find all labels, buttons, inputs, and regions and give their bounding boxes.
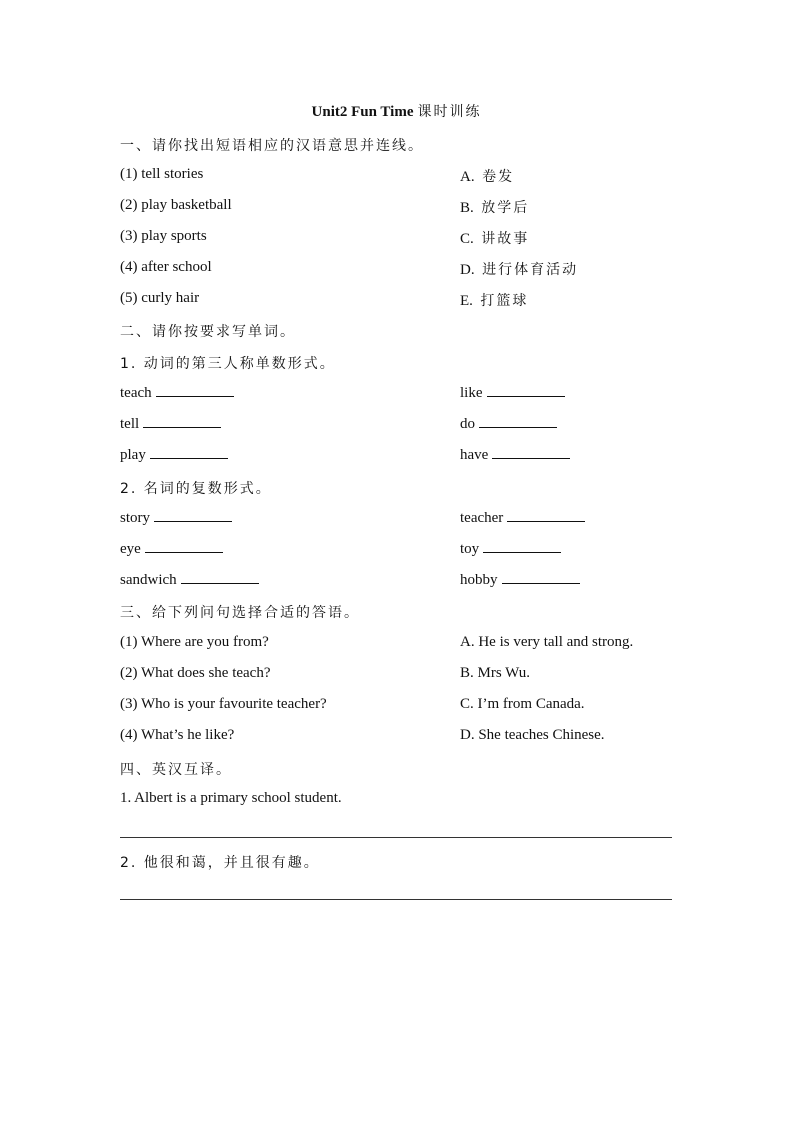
s1-option-b — [460, 197, 529, 217]
fill-blank[interactable] — [487, 384, 565, 397]
noun-item — [460, 540, 561, 558]
question-1: (1) Where are you from? — [120, 634, 269, 650]
answer-c: C. I’m from Canada. — [460, 696, 585, 712]
noun-item — [120, 571, 259, 589]
question-4: (4) What’s he like? — [120, 727, 235, 743]
option-text: 打篮球 — [480, 293, 529, 309]
verb-item — [460, 446, 570, 464]
section3-heading: 三、给下列问句选择合适的答语。 — [120, 605, 360, 621]
fill-blank[interactable] — [150, 446, 228, 459]
option-text: 讲故事 — [481, 231, 530, 247]
fill-blank[interactable] — [154, 509, 232, 522]
verb-item — [120, 446, 228, 464]
s1-phrase-1: (1) tell stories — [120, 166, 204, 182]
answer-b: B. Mrs Wu. — [460, 665, 530, 681]
option-text: 放学后 — [481, 200, 530, 216]
noun-item — [120, 509, 232, 527]
noun-item — [460, 571, 580, 589]
fill-blank[interactable] — [502, 571, 580, 584]
answer-d: D. She teaches Chinese. — [460, 727, 605, 743]
option-text: 进行体育活动 — [482, 262, 579, 278]
option-letter: D. — [460, 262, 475, 278]
fill-blank[interactable] — [181, 571, 259, 584]
translate-q1: 1. Albert is a primary school student. — [120, 790, 342, 806]
section2-part2-heading: 2. 名词的复数形式。 — [120, 481, 272, 497]
word: have — [460, 447, 489, 463]
option-letter: E. — [460, 293, 473, 309]
fill-blank[interactable] — [492, 446, 570, 459]
option-text: 卷发 — [482, 169, 515, 185]
fill-blank[interactable] — [156, 384, 234, 397]
s1-phrase-3: (3) play sports — [120, 228, 207, 244]
noun-item — [120, 540, 223, 558]
option-letter: A. — [460, 169, 475, 185]
option-letter: B. — [460, 200, 474, 216]
fill-blank[interactable] — [479, 415, 557, 428]
s1-option-a — [460, 166, 514, 186]
answer-a: A. He is very tall and strong. — [460, 634, 634, 650]
translate-q2: 2. 他很和蔼，并且很有趣。 — [120, 855, 320, 871]
word: sandwich — [120, 572, 177, 588]
noun-item — [460, 509, 585, 527]
word: do — [460, 416, 475, 432]
section4-heading: 四、英汉互译。 — [120, 762, 232, 778]
title-cn: 课时训练 — [417, 104, 482, 120]
fill-blank[interactable] — [483, 540, 561, 553]
word: teach — [120, 385, 152, 401]
page-title — [0, 101, 793, 121]
answer-writing-line[interactable] — [120, 899, 672, 900]
section2-heading: 二、请你按要求写单词。 — [120, 324, 296, 340]
verb-item — [120, 384, 234, 402]
fill-blank[interactable] — [145, 540, 223, 553]
answer-writing-line[interactable] — [120, 837, 672, 838]
word: eye — [120, 541, 141, 557]
s1-phrase-5: (5) curly hair — [120, 290, 200, 306]
s1-phrase-2: (2) play basketball — [120, 197, 232, 213]
word: like — [460, 385, 483, 401]
section2-part1-heading: 1. 动词的第三人称单数形式。 — [120, 356, 336, 372]
word: teacher — [460, 510, 504, 526]
verb-item — [120, 415, 221, 433]
s1-option-d — [460, 259, 578, 279]
section1-heading: 一、请你找出短语相应的汉语意思并连线。 — [120, 138, 424, 154]
fill-blank[interactable] — [143, 415, 221, 428]
s1-option-c — [460, 228, 529, 248]
fill-blank[interactable] — [507, 509, 585, 522]
word: tell — [120, 416, 140, 432]
s1-phrase-4: (4) after school — [120, 259, 212, 275]
question-2: (2) What does she teach? — [120, 665, 271, 681]
word: toy — [460, 541, 480, 557]
question-3: (3) Who is your favourite teacher? — [120, 696, 327, 712]
word: hobby — [460, 572, 498, 588]
verb-item — [460, 384, 565, 402]
word: story — [120, 510, 150, 526]
title-en: Unit2 Fun Time — [311, 104, 414, 120]
verb-item — [460, 415, 557, 433]
option-letter: C. — [460, 231, 474, 247]
s1-option-e — [460, 290, 528, 310]
word: play — [120, 447, 146, 463]
